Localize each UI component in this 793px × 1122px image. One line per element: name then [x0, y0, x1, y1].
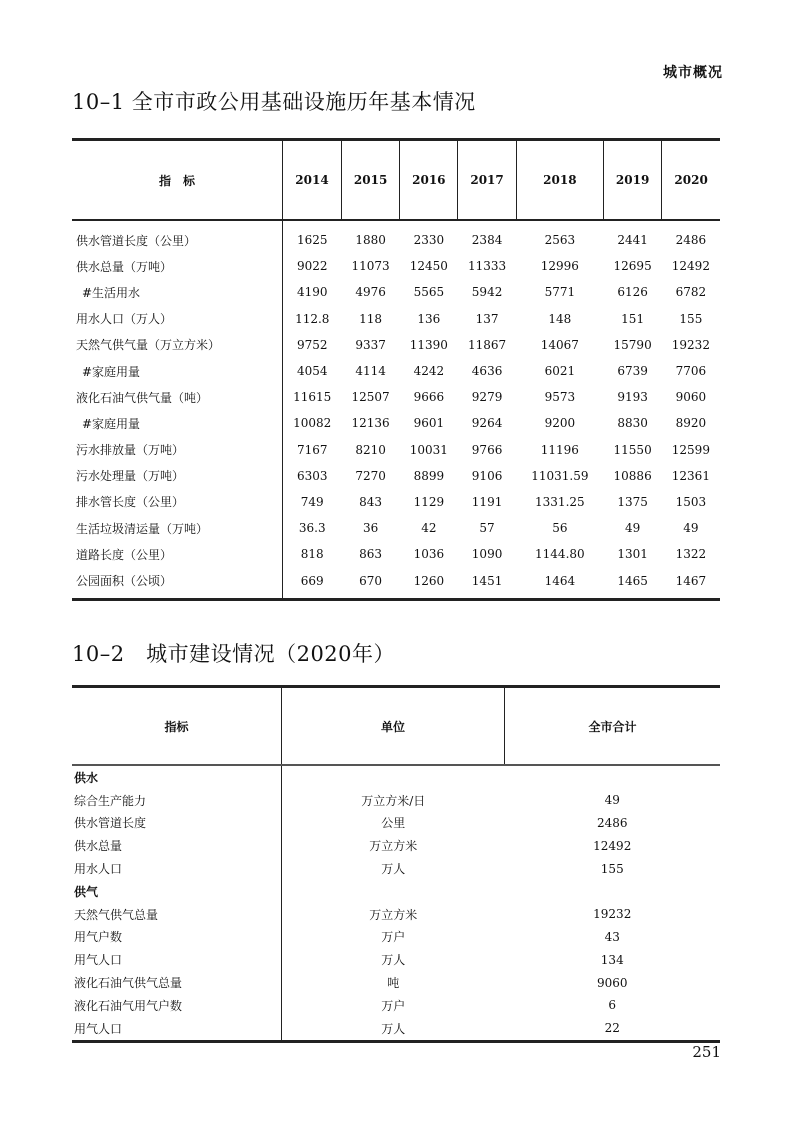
cell-value: 5565: [413, 285, 445, 300]
cell-value: 7706: [675, 364, 707, 379]
running-header: 城市概况: [663, 65, 723, 81]
cell-value: 1464: [544, 573, 576, 588]
row-label: 综合生产能力: [72, 789, 282, 812]
table-row: [72, 463, 720, 489]
table-row: [72, 789, 720, 812]
cell-value: 9666: [413, 390, 445, 405]
cell-value: 12136: [351, 416, 390, 431]
cell-value: 49: [624, 521, 641, 536]
cell-value: 11390: [409, 337, 448, 352]
cell-value: 749: [300, 494, 324, 509]
row-label: #家庭用量: [72, 358, 283, 384]
page-number: 251: [692, 1043, 721, 1061]
cell-value: 1129: [413, 494, 445, 509]
cell-value: 43: [604, 929, 620, 944]
cell-value: 15790: [613, 337, 652, 352]
cell-value: 1467: [675, 573, 707, 588]
cell-value: 1880: [355, 233, 386, 248]
table-row: [72, 358, 720, 384]
table-row: [72, 834, 720, 857]
cell-value: 6: [608, 998, 617, 1013]
column-header-unit: 单位: [282, 687, 505, 766]
cell-value: 10886: [613, 468, 652, 483]
cell-value: 12492: [671, 259, 710, 274]
column-header-year: 2014: [283, 140, 342, 221]
cell-unit: 万户: [381, 998, 406, 1013]
cell-value: 9766: [471, 442, 503, 457]
cell-unit: 万人: [381, 1021, 406, 1036]
table-row: [72, 437, 720, 463]
section-row: [72, 880, 720, 903]
cell-value: 4242: [413, 364, 445, 379]
cell-value: 6021: [544, 364, 576, 379]
cell-value: 9279: [471, 390, 503, 405]
cell-value: 2486: [596, 815, 628, 830]
column-header-year: 2018: [516, 140, 603, 221]
cell-value: 1090: [471, 547, 503, 562]
cell-value: 136: [417, 311, 441, 326]
cell-value: 843: [359, 494, 383, 509]
cell-unit: 万立方米: [369, 839, 418, 854]
cell-value: 670: [359, 573, 383, 588]
row-label: 液化石油气用气户数: [72, 994, 282, 1017]
cell-value: 9060: [596, 975, 628, 990]
cell-value: 6782: [675, 285, 707, 300]
cell-value: 6126: [617, 285, 648, 300]
table2-title: 10–2 城市建设情况（2020年）: [72, 642, 396, 666]
cell-value: 2563: [544, 233, 576, 248]
table-row: [72, 541, 720, 567]
table-header-row: [72, 140, 720, 221]
cell-value: 8830: [617, 416, 648, 431]
row-label: 天然气供气量（万立方米）: [72, 332, 283, 358]
table-row: [72, 489, 720, 515]
table-row: [72, 253, 720, 279]
cell-value: 1503: [675, 494, 707, 509]
cell-value: 8899: [413, 468, 445, 483]
table-row: [72, 971, 720, 994]
table-row: [72, 279, 720, 305]
table-row: [72, 994, 720, 1017]
cell-value: 9200: [544, 416, 576, 431]
cell-value: 19232: [593, 907, 632, 922]
cell-value: 112.8: [295, 311, 330, 326]
municipal-infrastructure-table: [72, 138, 720, 601]
cell-value: 12695: [613, 259, 652, 274]
cell-value: 9752: [296, 337, 328, 352]
cell-unit: [282, 765, 505, 789]
row-label: 液化石油气供气总量: [72, 971, 282, 994]
cell-value: 669: [300, 573, 324, 588]
column-header-indicator: 指标: [72, 687, 282, 766]
cell-value: 1451: [471, 573, 503, 588]
cell-unit: 万人: [381, 953, 406, 968]
cell-value: 49: [604, 793, 620, 808]
cell-value: 42: [421, 521, 437, 536]
cell-value: 36.3: [298, 521, 326, 536]
cell-value: 12492: [593, 838, 632, 853]
cell-value: 1301: [617, 547, 648, 562]
column-header-year: 2015: [341, 140, 399, 221]
row-label: 供水总量（万吨）: [72, 253, 283, 279]
row-label: 污水排放量（万吨）: [72, 437, 283, 463]
cell-value: [505, 880, 721, 903]
row-label: 用水人口（万人）: [72, 306, 283, 332]
cell-value: 11333: [467, 259, 507, 274]
cell-value: 11031.59: [531, 468, 589, 483]
cell-unit: 吨: [387, 976, 400, 991]
cell-value: 22: [604, 1021, 620, 1036]
row-label: 供水总量: [72, 834, 282, 857]
table-row: [72, 332, 720, 358]
cell-unit: 万户: [381, 930, 406, 945]
column-header-year: 2017: [458, 140, 516, 221]
row-label: 供气: [72, 880, 282, 903]
column-header-indicator: 指 标: [72, 140, 283, 221]
table-row: [72, 410, 720, 436]
cell-value: 8920: [675, 416, 707, 431]
column-header-year: 2020: [662, 140, 720, 221]
cell-value: 11615: [293, 390, 332, 405]
cell-value: 7167: [296, 442, 328, 457]
cell-value: 4976: [355, 285, 386, 300]
cell-value: 863: [359, 547, 383, 562]
cell-value: 6739: [617, 364, 648, 379]
section-row: [72, 765, 720, 789]
row-label: 用气人口: [72, 948, 282, 971]
cell-value: 818: [300, 547, 324, 562]
table-row: [72, 567, 720, 599]
cell-value: 9106: [471, 468, 503, 483]
cell-value: 9573: [544, 390, 576, 405]
cell-value: 9264: [471, 416, 503, 431]
table-row: [72, 220, 720, 253]
urban-construction-table: [72, 685, 720, 1043]
cell-value: 19232: [671, 337, 710, 352]
cell-value: 14067: [540, 337, 579, 352]
cell-value: 1375: [617, 494, 648, 509]
cell-value: 9337: [355, 337, 386, 352]
table-row: [72, 1017, 720, 1041]
cell-value: 5771: [544, 285, 576, 300]
column-header-year: 2019: [604, 140, 662, 221]
cell-value: 1260: [413, 573, 445, 588]
table-row: [72, 948, 720, 971]
cell-value: 1465: [617, 573, 648, 588]
cell-value: 10031: [409, 442, 448, 457]
cell-value: 12450: [409, 259, 448, 274]
cell-value: 148: [548, 311, 572, 326]
cell-value: 57: [479, 521, 495, 536]
cell-value: 4054: [296, 364, 328, 379]
cell-value: 12599: [671, 442, 710, 457]
column-header-year: 2016: [400, 140, 458, 221]
cell-unit: 万人: [381, 862, 406, 877]
cell-value: 9022: [296, 259, 328, 274]
cell-value: 4114: [355, 364, 386, 379]
cell-unit: [282, 880, 505, 903]
cell-unit: 公里: [381, 816, 406, 831]
cell-value: 151: [621, 311, 645, 326]
cell-value: 4190: [296, 285, 328, 300]
cell-value: 56: [552, 521, 568, 536]
table-row: [72, 515, 720, 541]
table-row: [72, 857, 720, 880]
cell-value: 12507: [351, 390, 390, 405]
cell-value: 49: [683, 521, 699, 536]
cell-value: [505, 765, 721, 789]
cell-value: 9601: [413, 416, 445, 431]
cell-value: 11550: [613, 442, 652, 457]
cell-value: 12996: [540, 259, 579, 274]
cell-value: 11196: [540, 442, 579, 457]
row-label: 天然气供气总量: [72, 903, 282, 926]
table-row: [72, 812, 720, 835]
row-label: 公园面积（公顷）: [72, 567, 283, 599]
row-label: 污水处理量（万吨）: [72, 463, 283, 489]
cell-value: 2384: [471, 233, 503, 248]
cell-value: 1191: [471, 494, 503, 509]
cell-value: 118: [359, 311, 383, 326]
cell-value: 10082: [293, 416, 332, 431]
row-label: 道路长度（公里）: [72, 541, 283, 567]
cell-value: 8210: [355, 442, 386, 457]
cell-value: 155: [679, 311, 703, 326]
cell-value: 2486: [675, 233, 707, 248]
table-row: [72, 926, 720, 949]
table-row: [72, 384, 720, 410]
cell-unit: 万立方米: [369, 907, 418, 922]
column-header-total: 全市合计: [505, 687, 721, 766]
row-label: 用气人口: [72, 1017, 282, 1041]
cell-value: 36: [362, 521, 379, 536]
cell-value: 1331.25: [535, 494, 585, 509]
cell-value: 12361: [671, 468, 710, 483]
table-row: [72, 903, 720, 926]
cell-value: 137: [475, 311, 499, 326]
row-label: 排水管长度（公里）: [72, 489, 283, 515]
row-label: 用气户数: [72, 926, 282, 949]
cell-value: 6303: [296, 468, 328, 483]
cell-value: 134: [600, 952, 624, 967]
row-label: 供水管道长度: [72, 812, 282, 835]
cell-value: 5942: [471, 285, 503, 300]
cell-value: 4636: [471, 364, 503, 379]
cell-value: 11073: [351, 259, 390, 274]
table-header-row: [72, 687, 720, 766]
cell-value: 2330: [413, 233, 445, 248]
cell-value: 7270: [355, 468, 386, 483]
row-label: 供水: [72, 765, 282, 789]
table1-title: 10–1 全市市政公用基础设施历年基本情况: [72, 90, 476, 114]
row-label: 生活垃圾清运量（万吨）: [72, 515, 283, 541]
cell-value: 1322: [675, 547, 707, 562]
cell-value: 1036: [413, 547, 445, 562]
row-label: #家庭用量: [72, 410, 283, 436]
row-label: 供水管道长度（公里）: [72, 220, 283, 253]
cell-value: 1625: [296, 233, 328, 248]
cell-value: 1144.80: [535, 547, 585, 562]
cell-value: 9060: [675, 390, 707, 405]
table-row: [72, 306, 720, 332]
cell-value: 11867: [467, 337, 507, 352]
cell-unit: 万立方米/日: [361, 793, 426, 808]
cell-value: 155: [600, 861, 624, 876]
row-label: 用水人口: [72, 857, 282, 880]
cell-value: 2441: [617, 233, 648, 248]
cell-value: 9193: [617, 390, 648, 405]
row-label: #生活用水: [72, 279, 283, 305]
row-label: 液化石油气供气量（吨）: [72, 384, 283, 410]
